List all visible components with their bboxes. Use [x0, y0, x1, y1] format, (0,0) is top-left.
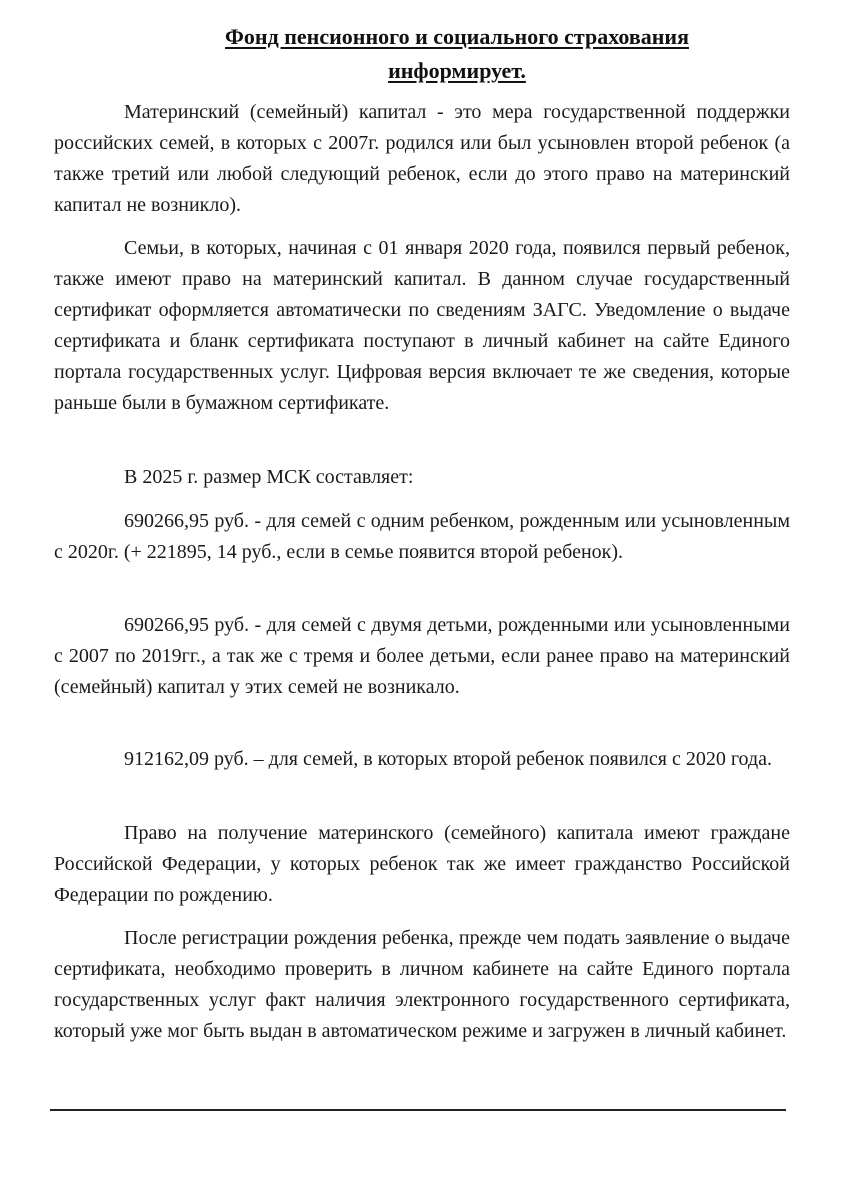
paragraph-amount-second-child-2020: 912162,09 руб. – для семей, в которых второй ребенок появился с 2020 года.: [124, 748, 773, 770]
document-title-line-2: информирует.: [388, 58, 526, 83]
bottom-divider: [50, 1109, 786, 1111]
paragraph-amount-one-child: 690266,95 руб. - для семей с одним ребенком, рожденным или усыновленным с 2020г. (+ 221895, 14 руб., если в семье появится второй ребенок).: [54, 510, 790, 563]
paragraph-amount-two-children: 690266,95 руб. - для семей с двумя детьми, рожденными или усыновленными с 2007 по 2019гг., а так же с тремя и более детьми, если ранее право на материнский (семейный) капитал у этих семей не возникало.: [54, 614, 790, 698]
paragraph-first-child-families: Семьи, в которых, начиная с 01 января 2020 года, появился первый ребенок, также имеют право на материнский капитал. В данном случае государственный сертификат оформляется автоматически по сведениям ЗАГС. Уведомление о выдаче сертификата и бланк сертификата поступают в личный кабинет на сайте Единого портала государственных услуг. Цифровая версия включает те же сведения, которые раньше были в бумажном сертификате.: [54, 237, 790, 414]
paragraph-certificate-check: После регистрации рождения ребенка, прежде чем подать заявление о выдаче сертификата, необходимо проверить в личном кабинете на сайте Единого портала государственных услуг факт наличия электронного государственного сертификата, который уже мог быть выдан в автоматическом режиме и загружен в личный кабинет.: [54, 927, 790, 1042]
document-title-line-1: Фонд пенсионного и социального страхования: [225, 24, 689, 49]
paragraph-maternity-capital-definition: Материнский (семейный) капитал - это мера государственной поддержки российских семей, в которых с 2007г. родился или был усыновлен второй ребенок (а также третий или любой следующий ребенок, если до этого право на материнский капитал не возникло).: [54, 101, 790, 216]
paragraph-amount-intro: В 2025 г. размер МСК составляет:: [124, 466, 414, 488]
paragraph-eligibility: Право на получение материнского (семейного) капитала имеют граждане Российской Федерации, у которых ребенок так же имеет гражданство Российской Федерации по рождению.: [54, 822, 790, 906]
